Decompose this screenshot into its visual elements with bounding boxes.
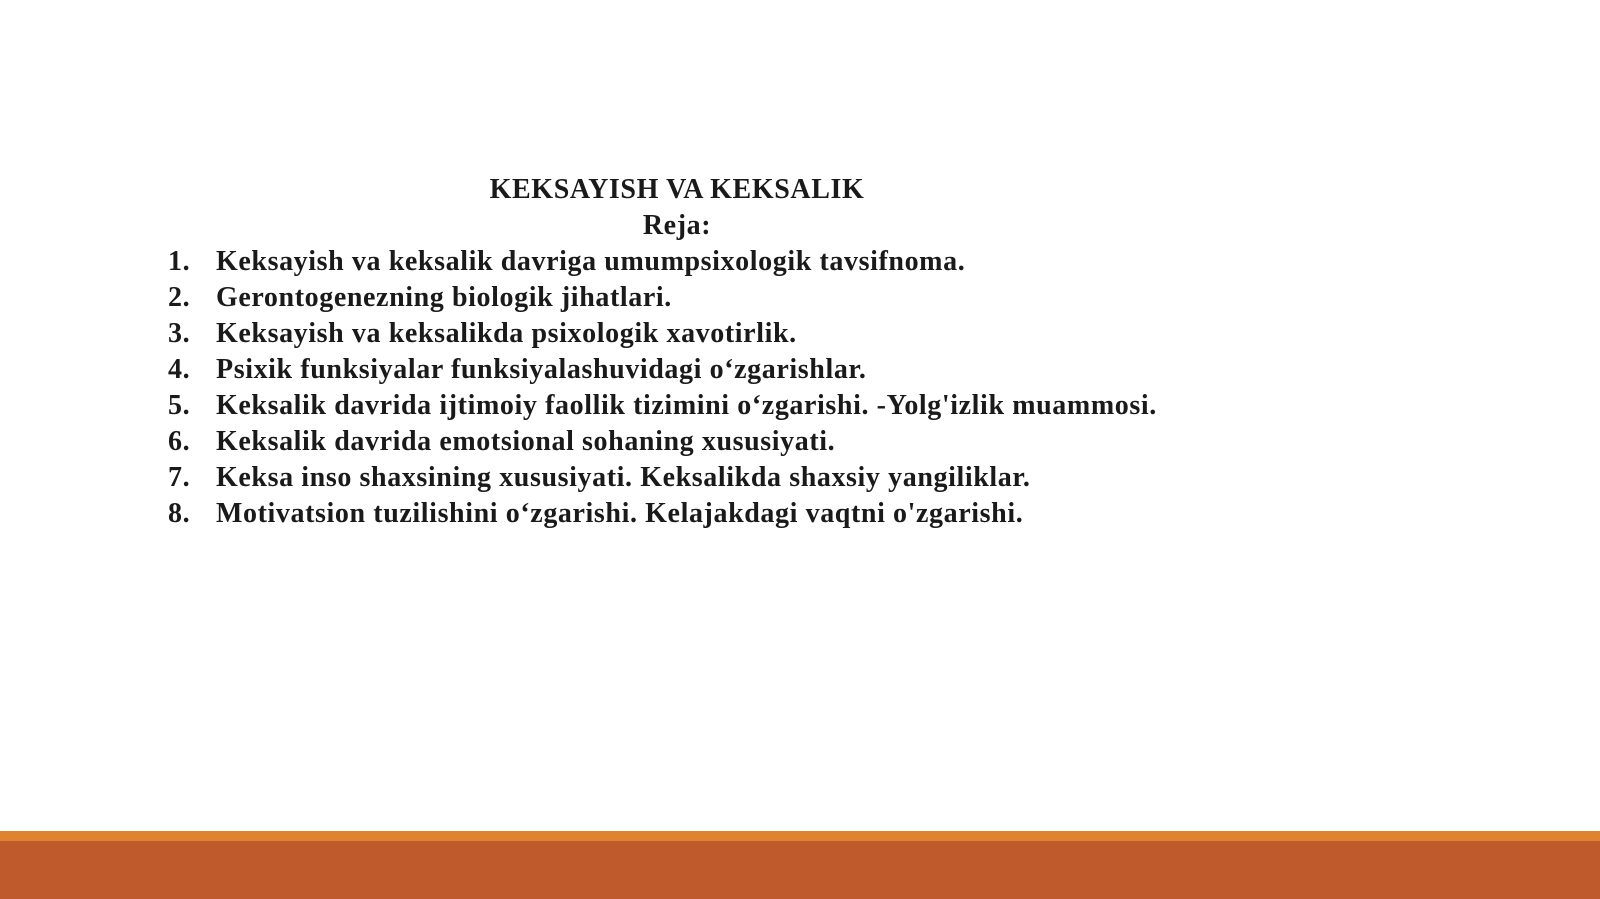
plan-item-number: 3. xyxy=(168,318,191,349)
plan-item-text: Keksayish va keksalikda psixologik xavotirlik. xyxy=(216,318,797,349)
plan-item-text: Psixik funksiyalar funksiyalashuvidagi o‘zgarishlar. xyxy=(216,354,867,385)
slide-content xyxy=(168,172,1186,532)
plan-item-number: 8. xyxy=(168,498,191,529)
plan-item-text: Keksa inso shaxsining xususiyati. Keksalikda shaxsiy yangiliklar. xyxy=(216,462,1031,493)
plan-item-6 xyxy=(168,424,1186,460)
plan-item-number: 4. xyxy=(168,354,191,385)
plan-list xyxy=(168,244,1186,532)
plan-item-3 xyxy=(168,316,1186,352)
plan-item-text: Gerontogenezning biologik jihatlari. xyxy=(216,282,672,313)
plan-item-number: 1. xyxy=(168,246,191,277)
footer-bar xyxy=(0,841,1600,899)
plan-item-text: Keksalik davrida ijtimoiy faollik tizimini o‘zgarishi. -Yolg'izlik muammosi. xyxy=(216,390,1157,421)
plan-item-8 xyxy=(168,496,1186,532)
plan-item-1 xyxy=(168,244,1186,280)
plan-item-2 xyxy=(168,280,1186,316)
plan-item-text: Keksalik davrida emotsional sohaning xususiyati. xyxy=(216,426,836,457)
plan-item-number: 2. xyxy=(168,282,191,313)
plan-item-5 xyxy=(168,388,1186,424)
plan-item-7 xyxy=(168,460,1186,496)
plan-item-text: Keksayish va keksalik davriga umumpsixologik tavsifnoma. xyxy=(216,246,966,277)
plan-item-number: 5. xyxy=(168,390,191,421)
plan-item-number: 7. xyxy=(168,462,191,493)
footer-accent-line xyxy=(0,831,1600,841)
slide-title: KEKSAYISH VA KEKSALIK xyxy=(489,174,865,205)
plan-item-text: Motivatsion tuzilishini o‘zgarishi. Kelajakdagi vaqtni o'zgarishi. xyxy=(216,498,1024,529)
plan-item-4 xyxy=(168,352,1186,388)
plan-heading: Reja: xyxy=(642,210,712,241)
plan-item-number: 6. xyxy=(168,426,191,457)
